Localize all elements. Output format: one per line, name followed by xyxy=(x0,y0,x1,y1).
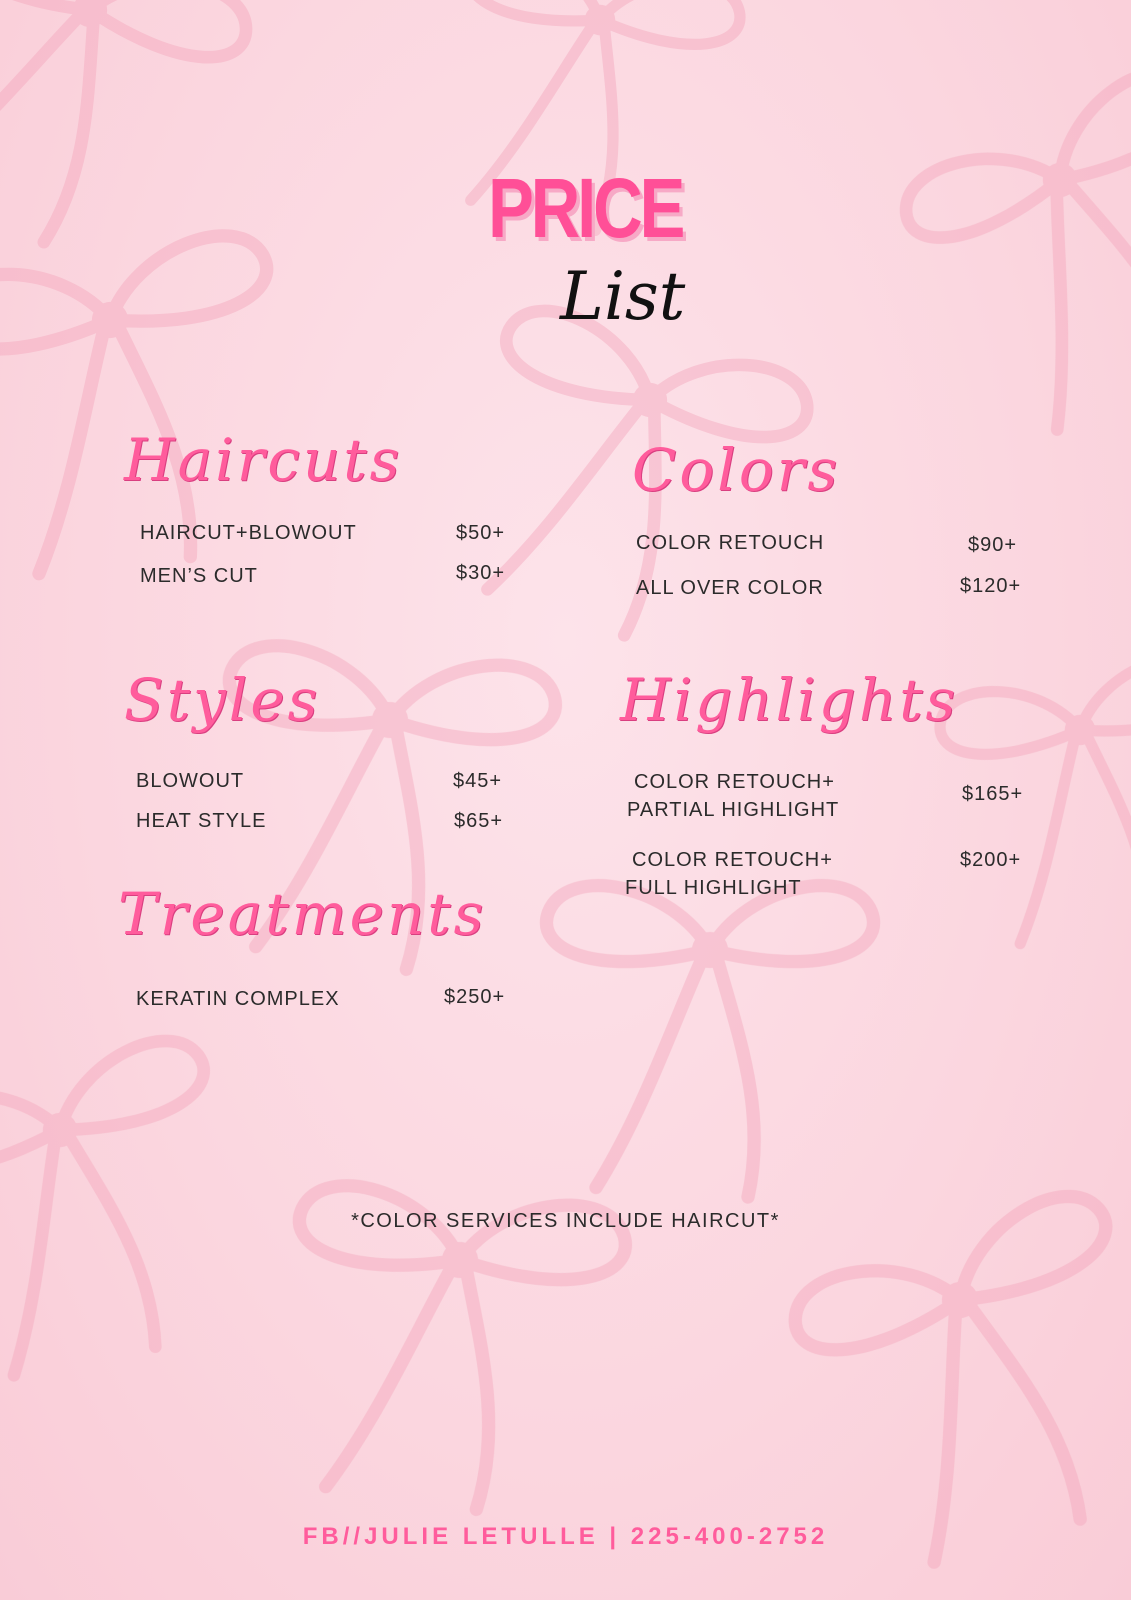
item-all-over-color: ALL OVER COLOR xyxy=(636,577,824,599)
price-all-over-color: $120+ xyxy=(960,575,1022,597)
price-heat-style: $65+ xyxy=(454,810,504,832)
section-title-highlights: Highlights xyxy=(620,666,959,734)
bow-decoration xyxy=(894,59,1131,457)
price-full-highlight: $200+ xyxy=(960,849,1022,871)
item-heat-style: HEAT STYLE xyxy=(136,810,267,832)
price-partial-highlight: $165+ xyxy=(962,783,1024,805)
section-title-treatments: Treatments xyxy=(118,880,487,948)
item-blowout: BLOWOUT xyxy=(136,770,245,792)
item-full-highlight-line2: FULL HIGHLIGHT xyxy=(625,877,802,899)
title-price: PRICE xyxy=(488,161,683,255)
contact-info: FB//JULIE LETULLE | 225-400-2752 xyxy=(302,1523,829,1550)
price-haircut-blowout: $50+ xyxy=(456,522,506,544)
item-full-highlight-line1: COLOR RETOUCH+ xyxy=(632,849,833,871)
price-blowout: $45+ xyxy=(453,770,503,792)
price-color-retouch: $90+ xyxy=(968,534,1018,556)
item-mens-cut: MEN’S CUT xyxy=(140,565,258,587)
item-partial-highlight-line2: PARTIAL HIGHLIGHT xyxy=(627,799,840,821)
item-partial-highlight-line1: COLOR RETOUCH+ xyxy=(634,771,835,793)
section-title-colors: Colors xyxy=(632,436,841,504)
item-color-retouch: COLOR RETOUCH xyxy=(636,532,825,554)
price-keratin-complex: $250+ xyxy=(444,986,506,1008)
section-title-styles: Styles xyxy=(124,666,321,734)
item-keratin-complex: KERATIN COMPLEX xyxy=(136,988,340,1010)
section-title-haircuts: Haircuts xyxy=(124,426,403,494)
title-list: List xyxy=(560,258,686,335)
price-mens-cut: $30+ xyxy=(456,562,506,584)
bow-decoration xyxy=(546,886,873,1197)
item-haircut-blowout: HAIRCUT+BLOWOUT xyxy=(140,522,357,544)
footnote: *COLOR SERVICES INCLUDE HAIRCUT* xyxy=(351,1210,780,1232)
